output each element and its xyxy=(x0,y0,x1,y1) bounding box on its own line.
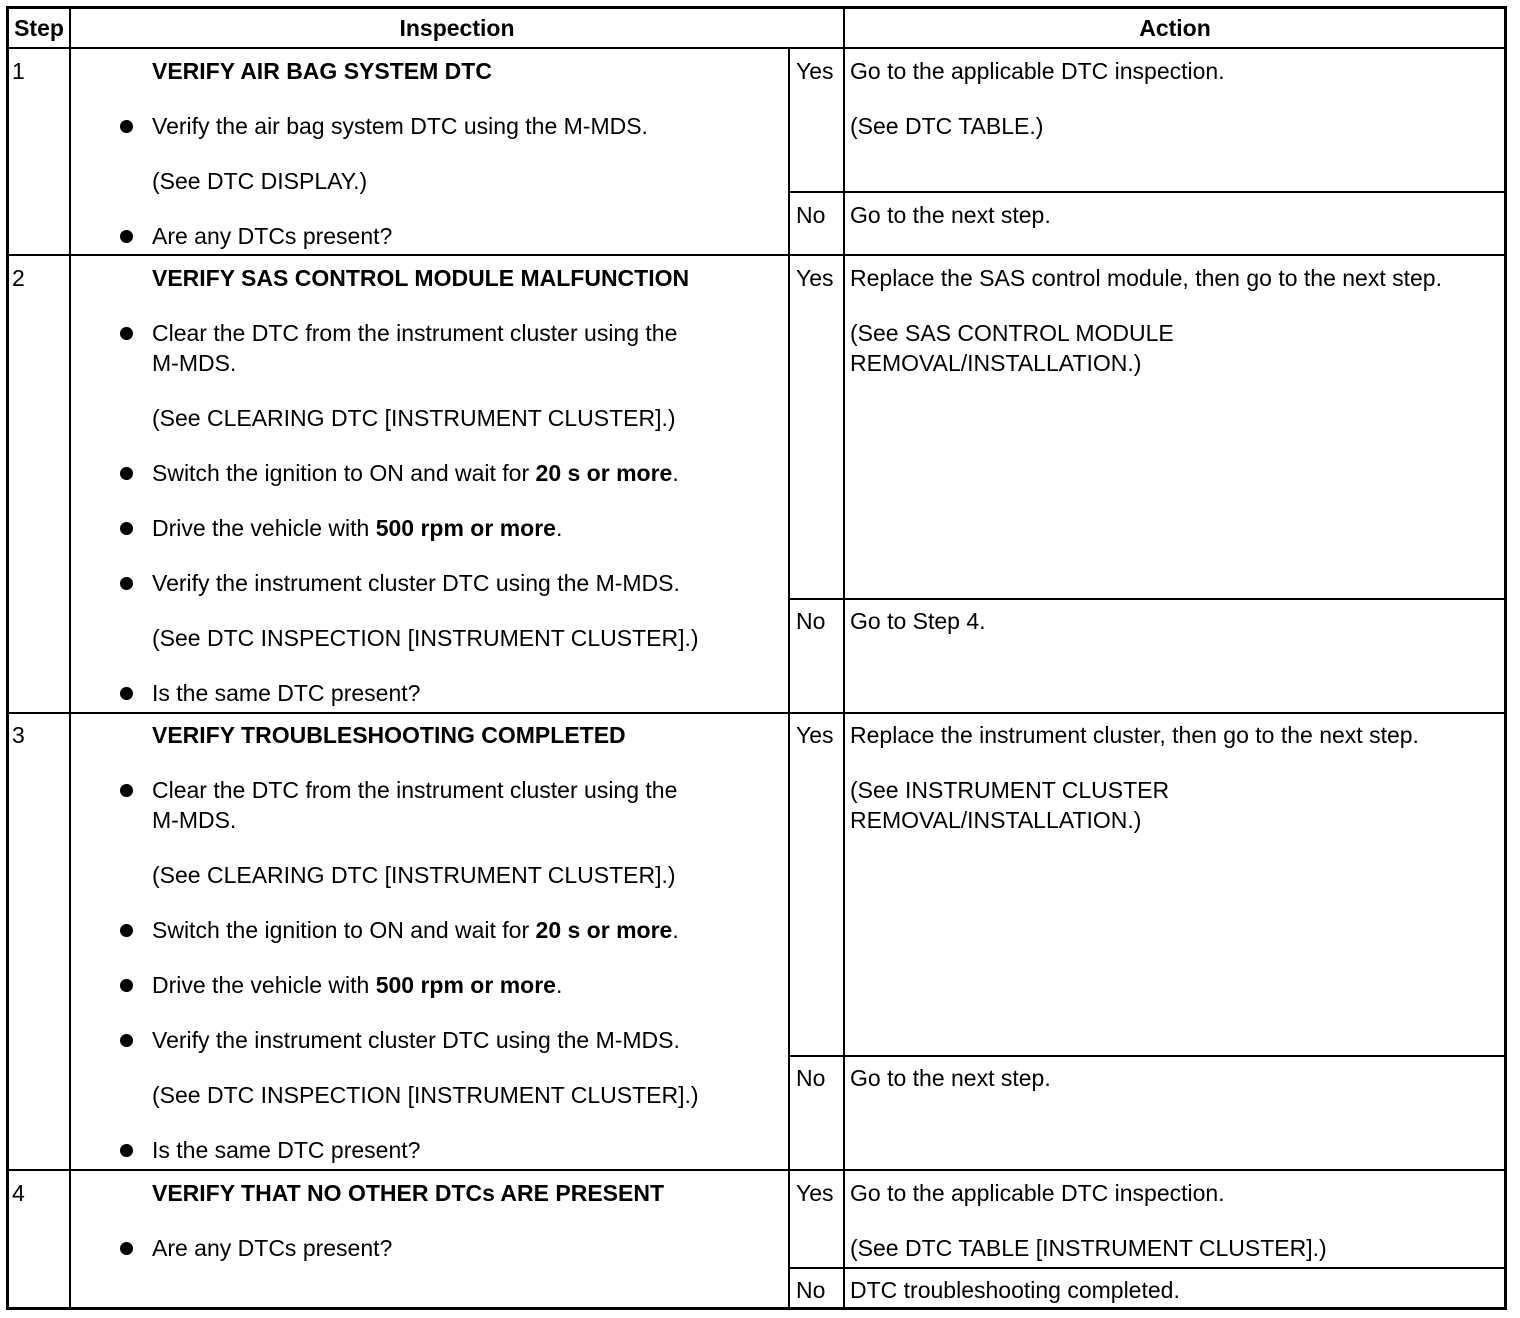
row-divider xyxy=(6,712,1507,714)
yes-no-divider xyxy=(789,598,1507,600)
inspection-question: Is the same DTC present? xyxy=(152,1137,421,1163)
step-number: 1 xyxy=(12,58,25,84)
step-number: 2 xyxy=(12,265,25,291)
inspection-item: Drive the vehicle with 500 rpm or more. xyxy=(152,972,563,998)
bullet-icon xyxy=(120,979,133,992)
yes-reference: (See INSTRUMENT CLUSTER xyxy=(850,777,1170,803)
column-divider xyxy=(788,48,790,1310)
row-divider xyxy=(6,1169,1507,1171)
step-title: VERIFY THAT NO OTHER DTCs ARE PRESENT xyxy=(152,1180,665,1206)
bullet-icon xyxy=(120,1144,133,1157)
yes-no-divider xyxy=(789,1055,1507,1057)
no-label: No xyxy=(796,202,826,228)
no-label: No xyxy=(796,608,826,634)
header-step: Step xyxy=(14,15,64,41)
inspection-question: Are any DTCs present? xyxy=(152,1235,393,1261)
yes-no-divider xyxy=(789,191,1507,193)
step-title: VERIFY TROUBLESHOOTING COMPLETED xyxy=(152,722,626,748)
inspection-question: Are any DTCs present? xyxy=(152,223,393,249)
inspection-item-cont: M-MDS. xyxy=(152,350,237,376)
yes-label: Yes xyxy=(796,58,834,84)
inspection-item-cont: M-MDS. xyxy=(152,807,237,833)
inspection-question: Is the same DTC present? xyxy=(152,680,421,706)
header-action: Action xyxy=(1139,15,1211,41)
no-label: No xyxy=(796,1277,826,1303)
no-action: DTC troubleshooting completed. xyxy=(850,1277,1180,1303)
yes-reference: (See DTC TABLE [INSTRUMENT CLUSTER].) xyxy=(850,1235,1327,1261)
bullet-icon xyxy=(120,924,133,937)
inspection-reference: (See CLEARING DTC [INSTRUMENT CLUSTER].) xyxy=(152,405,676,431)
yes-no-divider xyxy=(789,1267,1507,1269)
inspection-item: Verify the instrument cluster DTC using the M-MDS. xyxy=(152,1027,680,1053)
bullet-icon xyxy=(120,687,133,700)
bullet-icon xyxy=(120,784,133,797)
yes-reference: (See DTC TABLE.) xyxy=(850,113,1044,139)
bullet-icon xyxy=(120,327,133,340)
yes-label: Yes xyxy=(796,722,834,748)
step-number: 4 xyxy=(12,1180,25,1206)
yes-label: Yes xyxy=(796,265,834,291)
yes-reference-cont: REMOVAL/INSTALLATION.) xyxy=(850,807,1142,833)
yes-action: Replace the instrument cluster, then go to the next step. xyxy=(850,722,1419,748)
header-inspection: Inspection xyxy=(399,15,515,41)
inspection-item: Verify the air bag system DTC using the M-MDS. xyxy=(152,113,648,139)
inspection-reference: (See DTC DISPLAY.) xyxy=(152,168,368,194)
step-title: VERIFY AIR BAG SYSTEM DTC xyxy=(152,58,492,84)
bullet-icon xyxy=(120,522,133,535)
row-divider xyxy=(6,47,1507,49)
bullet-icon xyxy=(120,120,133,133)
step-title: VERIFY SAS CONTROL MODULE MALFUNCTION xyxy=(152,265,690,291)
no-label: No xyxy=(796,1065,826,1091)
bullet-icon xyxy=(120,467,133,480)
yes-reference: (See SAS CONTROL MODULE xyxy=(850,320,1174,346)
inspection-table xyxy=(6,6,1507,1310)
inspection-reference: (See DTC INSPECTION [INSTRUMENT CLUSTER].) xyxy=(152,625,699,651)
inspection-item: Clear the DTC from the instrument cluster using the xyxy=(152,777,678,803)
no-action: Go to the next step. xyxy=(850,202,1051,228)
bullet-icon xyxy=(120,577,133,590)
inspection-item: Drive the vehicle with 500 rpm or more. xyxy=(152,515,563,541)
bullet-icon xyxy=(120,230,133,243)
yes-action: Go to the applicable DTC inspection. xyxy=(850,58,1225,84)
yes-action: Replace the SAS control module, then go to the next step. xyxy=(850,265,1442,291)
column-divider xyxy=(843,6,845,1310)
inspection-item: Clear the DTC from the instrument cluster using the xyxy=(152,320,678,346)
no-action: Go to Step 4. xyxy=(850,608,986,634)
inspection-item: Switch the ignition to ON and wait for 20 s or more. xyxy=(152,460,679,486)
step-number: 3 xyxy=(12,722,25,748)
yes-reference-cont: REMOVAL/INSTALLATION.) xyxy=(850,350,1142,376)
yes-action: Go to the applicable DTC inspection. xyxy=(850,1180,1225,1206)
yes-label: Yes xyxy=(796,1180,834,1206)
inspection-item: Verify the instrument cluster DTC using the M-MDS. xyxy=(152,570,680,596)
no-action: Go to the next step. xyxy=(850,1065,1051,1091)
inspection-reference: (See CLEARING DTC [INSTRUMENT CLUSTER].) xyxy=(152,862,676,888)
bullet-icon xyxy=(120,1242,133,1255)
row-divider xyxy=(6,254,1507,256)
column-divider xyxy=(69,6,71,1310)
inspection-item: Switch the ignition to ON and wait for 20 s or more. xyxy=(152,917,679,943)
inspection-reference: (See DTC INSPECTION [INSTRUMENT CLUSTER].) xyxy=(152,1082,699,1108)
bullet-icon xyxy=(120,1034,133,1047)
